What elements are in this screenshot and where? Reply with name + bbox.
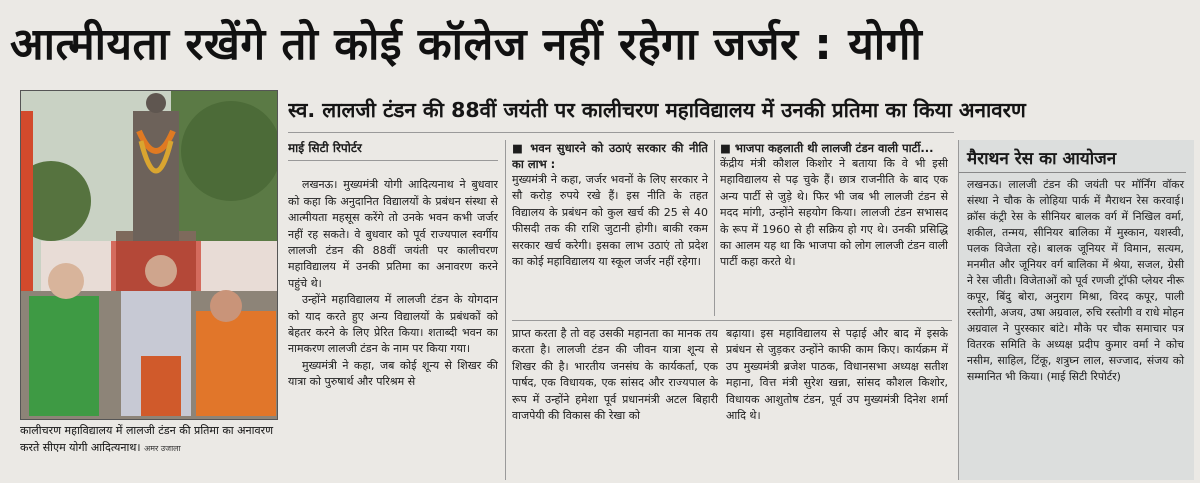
- byline: माई सिटी रिपोर्टर: [288, 141, 362, 155]
- paragraph: उन्होंने महाविद्यालय में लालजी टंडन के योगदान को याद करते हुए अन्य विद्यालयों के प्रबंधकों को बेहतर करने के लिए प्रेरित किया। शताब्दी भवन का नामकरण लालजी टंडन के नाम पर किया गया।: [288, 293, 498, 356]
- article-column-1: [288, 140, 498, 480]
- photo-caption: [20, 422, 280, 478]
- paragraph: केंद्रीय मंत्री कौशल किशोर ने बताया कि वे भी इसी महाविद्यालय से पढ़ चुके हैं। छात्र राजनीति के बाद एक अन्य पार्टी से जुड़े थे। फिर भी जब भी लालजी टंडन से मदद मांगी, उन्होंने सहयोग किया। लालजी टंडन सभासद के रूप में 1960 से ही सक्रिय हो गए थे। उनकी प्रसिद्धि का आलम यह था कि भाजपा को लोग लालजी टंडन वाली पार्टी कहा करते थे।: [720, 157, 948, 269]
- paragraph: बढ़ाया। इस महाविद्यालय से पढ़ाई और बाद में इसके प्रबंधन से जुड़कर उन्होंने काफी काम किए। कार्यक्रम में उप मुख्यमंत्री ब्रजेश पाठक, विधानसभा अध्यक्ष सतीश महाना, वित्त मंत्री सुरेश खन्ना, सांसद कौशल किशोर, विधायक आशुतोष टंडन, पूर्व उप मुख्यमंत्री दिनेश शर्मा आदि थे।: [726, 327, 948, 423]
- paragraph: मुख्यमंत्री ने कहा, जब कोई शून्य से शिखर की यात्रा को पुरुषार्थ और परिश्रम से: [288, 358, 498, 389]
- photo-statue-unveiling: [20, 90, 278, 420]
- article-column-2: [512, 140, 708, 316]
- paragraph: मुख्यमंत्री ने कहा, जर्जर भवनों के लिए सरकार ने सौ करोड़ रुपये रखे हैं। इस नीति के तहत विद्यालय के प्रबंधन को कुल खर्च की 25 से 40 फीसदी तक की राशि जुटानी होगी। बाकी रकम सरकार खर्च करेगी। इसका लाभ उठाएं तो प्रदेश का कोई महाविद्यालय या स्कूल जर्जर नहीं रहेगा।: [512, 173, 708, 269]
- article-column-2b: [512, 326, 718, 476]
- photo-credit: अमर उजाला: [144, 444, 181, 453]
- sidebar-title: मैराथन रेस का आयोजन: [959, 140, 1186, 173]
- headline: आत्मीयता रखेंगे तो कोई कॉलेज नहीं रहेगा जर्जर : योगी: [10, 19, 923, 70]
- sidebar-body: लखनऊ। लालजी टंडन की जयंती पर मॉर्निंग वॉकर संस्था ने चौक के लोहिया पार्क में मैराथन रेस करवाई। क्रॉस कंट्री रेस के सीनियर बालक वर्ग में निखिल वर्मा, शकील, तन्मय, सीनियर बालिका में मुस्कान, यशस्वी, पलक विजेता रहे। बालक जूनियर में विमान, सत्यम, मनमीत और जूनियर वर्ग बालिका में श्रेया, सजल, ग्रेसी ने रेस जीती। विजेताओं को पूर्व रणजी ट्रॉफी प्लेयर नीरू कपूर, बिंदु बोरा, अनुराग मिश्रा, विरद कपूर, पाली रस्तोगी, अजय, उषा अग्रवाल, रुचि रस्तोगी व राधे मोहन अग्रवाल ने पुरस्कार बांटे। मौके पर चौक समाचार पत्र वितरक समिति के अध्यक्ष प्रदीप कुमार वर्मा ने कोच नसीम, साहिल, टिंकू, शत्रुघ्न लाल, सज्जाद, संजय को सम्मानित भी किया। (माई सिटी रिपोर्टर): [967, 178, 1184, 383]
- divider: [512, 320, 952, 321]
- divider: [714, 140, 715, 316]
- divider: [505, 140, 506, 480]
- divider: [288, 132, 954, 133]
- caption-text: कालीचरण महाविद्यालय में लालजी टंडन की प्रतिमा का अनावरण करते सीएम योगी आदित्यनाथ।: [20, 424, 274, 454]
- paragraph: प्राप्त करता है तो वह उसकी महानता का मानक तय करता है। लालजी टंडन की जीवन यात्रा शून्य से शिखर की है। भारतीय जनसंघ के कार्यकर्ता, एक पार्षद, एक विधायक, एक सांसद और राज्यपाल के रूप में उन्होंने हमेशा पूर्व प्रधानमंत्री अटल बिहारी वाजपेयी की विकास की रेखा को: [512, 327, 718, 423]
- divider: [288, 160, 498, 161]
- section-heading: ■ भाजपा कहलाती थी लालजी टंडन वाली पार्टी...: [720, 141, 934, 155]
- sidebar-marathon: [958, 140, 1194, 480]
- article-column-3: [720, 140, 948, 316]
- section-heading: ■ भवन सुधारने को उठाएं सरकार की नीति का लाभ :: [512, 141, 708, 171]
- subheadline: स्व. लालजी टंडन की 88वीं जयंती पर कालीचरण महाविद्यालय में उनकी प्रतिमा का किया अनावरण: [288, 98, 1026, 122]
- article-column-3b: [726, 326, 948, 476]
- paragraph: लखनऊ। मुख्यमंत्री योगी आदित्यनाथ ने बुधवार को कहा कि अनुदानित विद्यालयों के प्रबंधन संस्था से आत्मीयता महसूस करेंगे तो उनके भवन कभी जर्जर नहीं रह सकते। वे बुधवार को पूर्व राज्यपाल स्वर्गीय लालजी टंडन की 88वीं जयंती पर कालीचरण महाविद्यालय में उनकी प्रतिमा का अनावरण करने पहुंचे थे।: [288, 178, 498, 290]
